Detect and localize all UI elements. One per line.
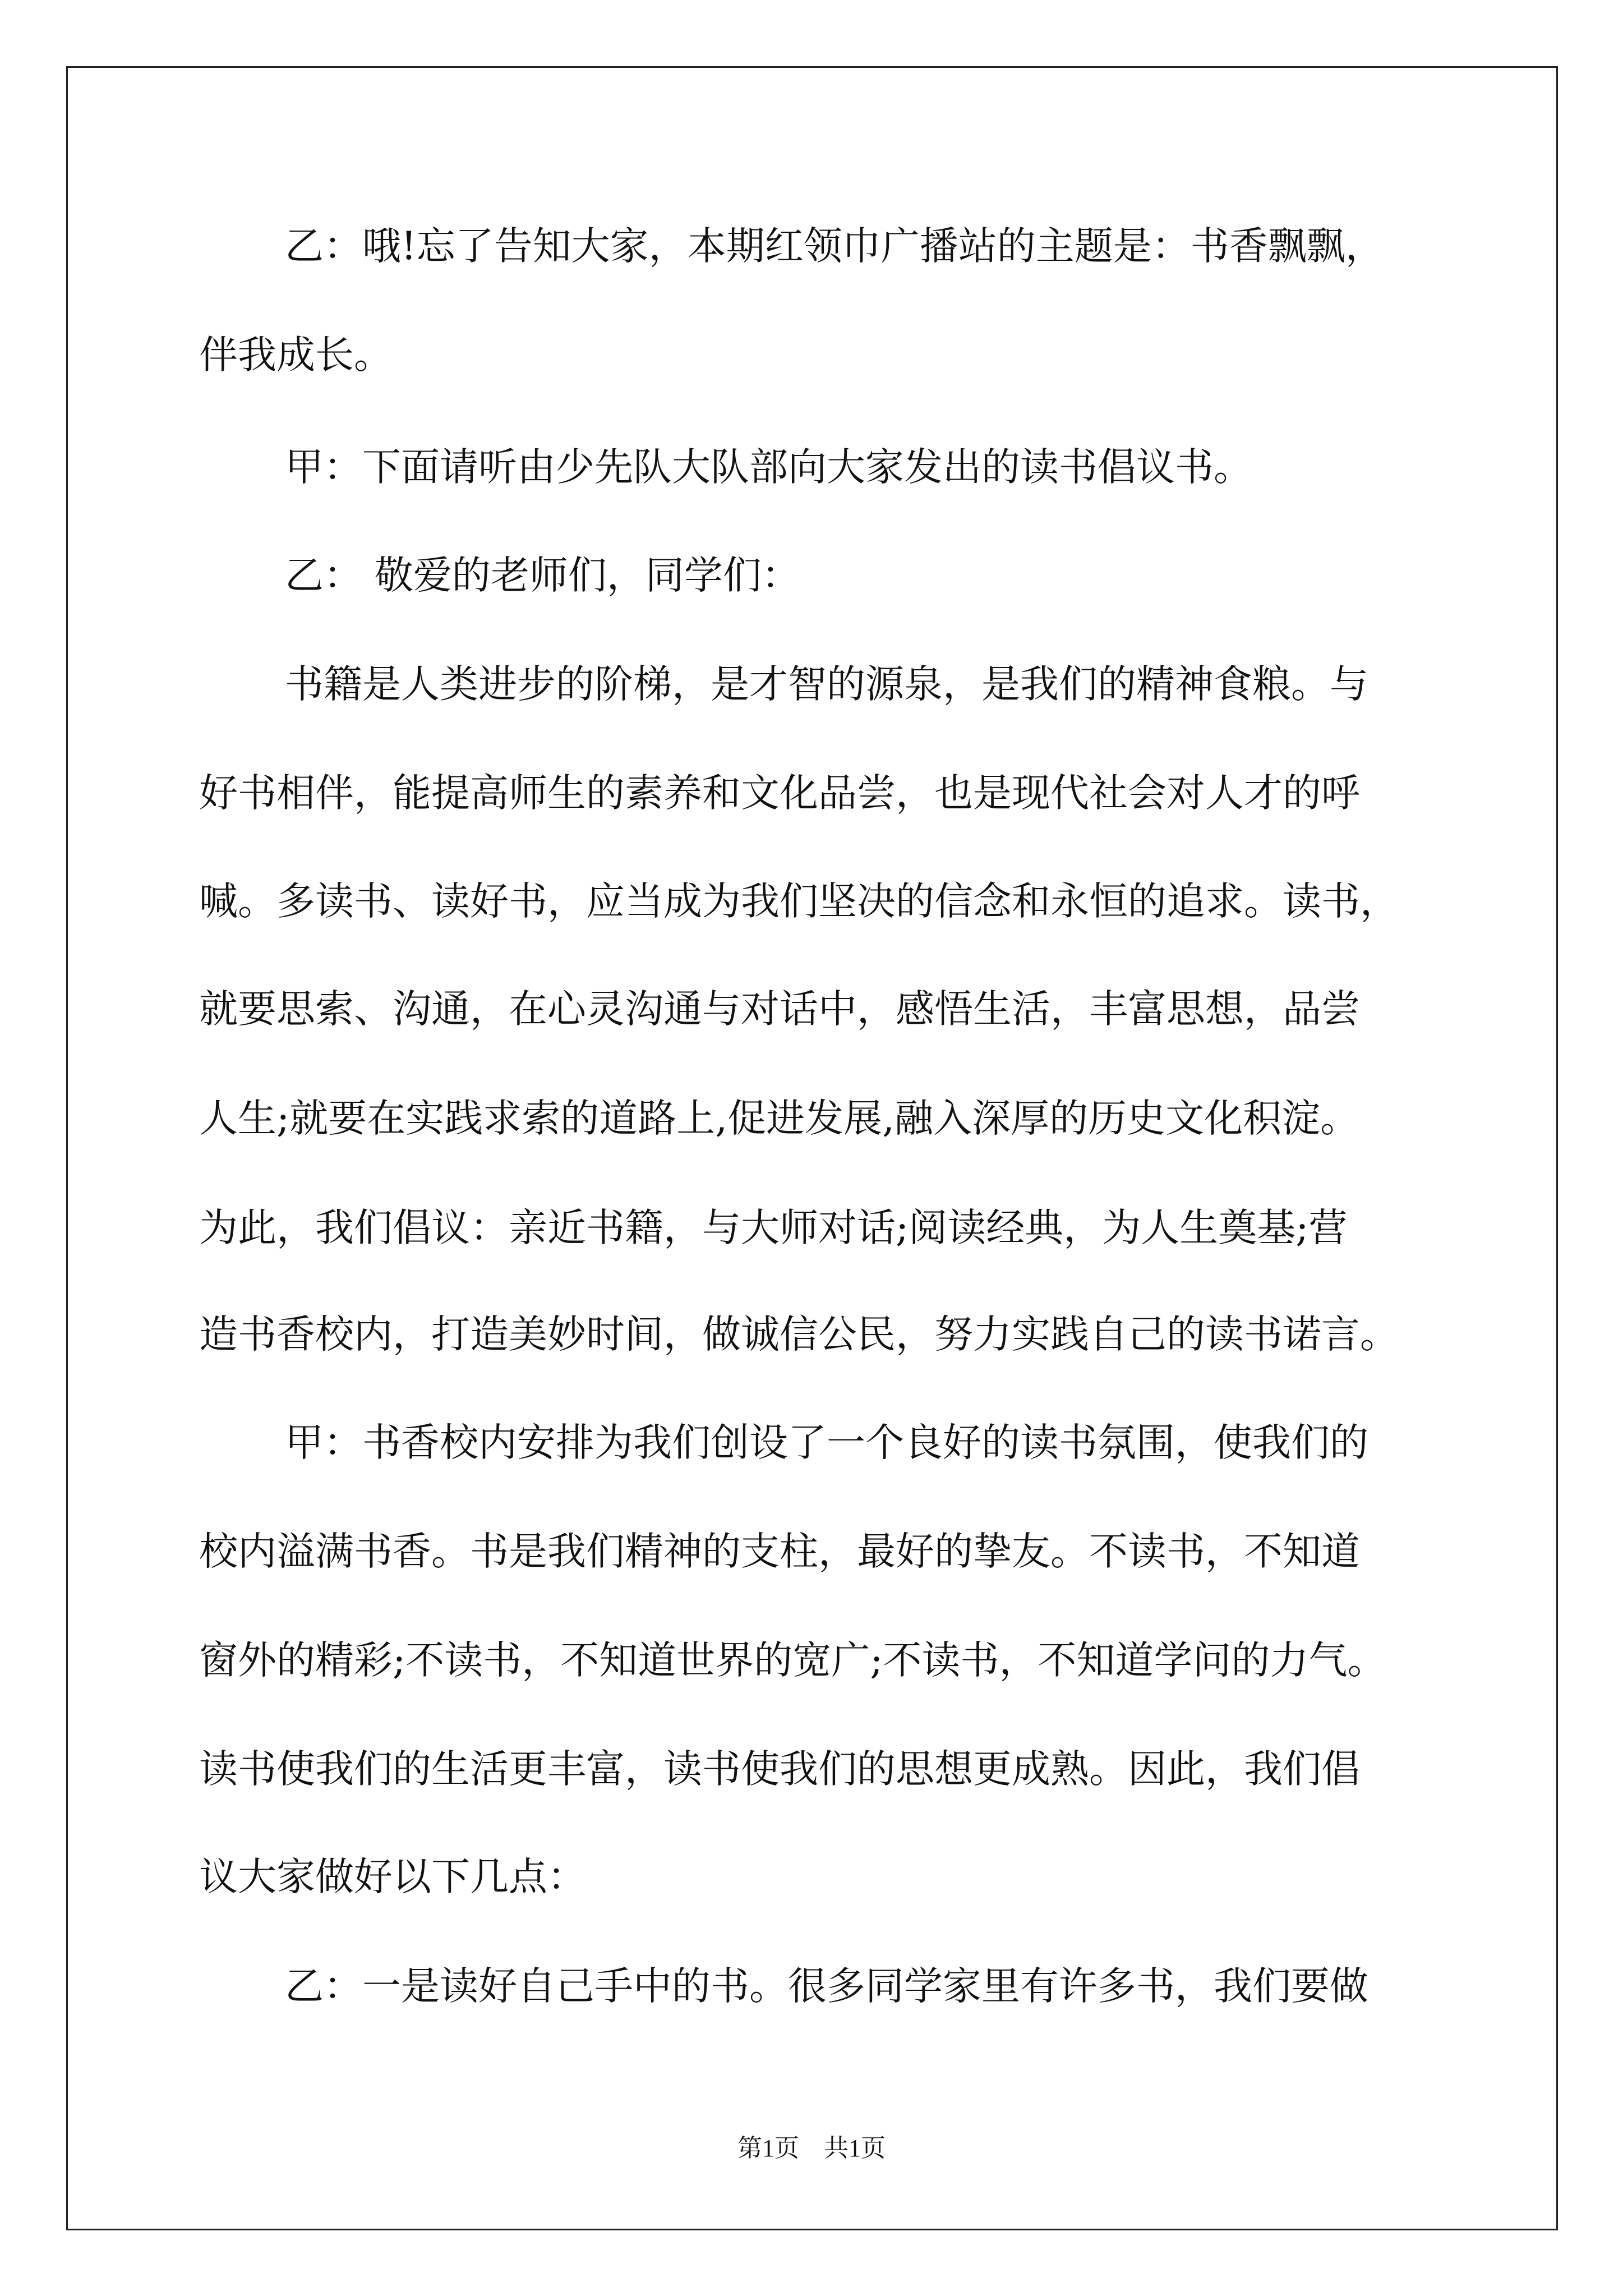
text-line: 读书使我们的生活更丰富，读书使我们的思想更成熟。因此，我们倡	[199, 1747, 1360, 1792]
text-line: 造书香校内，打造美妙时间，做诚信公民，努力实践自己的读书诺言。	[199, 1312, 1399, 1357]
text-line: 乙：哦!忘了告知大家，本期红领巾广播站的主题是：书香飘飘，	[285, 224, 1384, 269]
page-number-current: 第1页	[737, 2134, 799, 2162]
text-line: 为此，我们倡议：亲近书籍，与大师对话;阅读经典，为人生奠基;营	[199, 1205, 1348, 1250]
page-number-total: 共1页	[824, 2134, 886, 2162]
text-line: 乙：一是读好自己手中的书。很多同学家里有许多书，我们要做	[285, 1964, 1368, 2009]
text-line: 议大家做好以下几点：	[199, 1855, 586, 1899]
text-line: 甲：书香校内安排为我们创设了一个良好的读书氛围，使我们的	[285, 1420, 1368, 1465]
text-line: 书籍是人类进步的阶梯，是才智的源泉，是我们的精神食粮。与	[285, 662, 1368, 707]
text-line: 校内溢满书香。书是我们精神的支柱，最好的挚友。不读书，不知道	[199, 1529, 1360, 1574]
text-line: 人生;就要在实践求索的道路上,促进发展,融入深厚的历史文化积淀。	[199, 1096, 1359, 1141]
text-line: 乙： 敬爱的老师们，同学们：	[285, 553, 800, 598]
text-line: 窗外的精彩;不读书，不知道世界的宽广;不读书，不知道学问的力气。	[199, 1638, 1386, 1683]
text-line: 喊。多读书、读好书，应当成为我们坚决的信念和永恒的追求。读书，	[199, 879, 1399, 924]
text-line: 伴我成长。	[199, 333, 393, 378]
text-line: 好书相伴，能提高师生的素养和文化品尝，也是现代社会对人才的呼	[199, 771, 1360, 816]
text-line: 就要思索、沟通，在心灵沟通与对话中，感悟生活，丰富思想，品尝	[199, 987, 1360, 1032]
page-footer	[0, 2128, 1623, 2164]
text-line: 甲：下面请听由少先队大队部向大家发出的读书倡议书。	[285, 445, 1252, 490]
